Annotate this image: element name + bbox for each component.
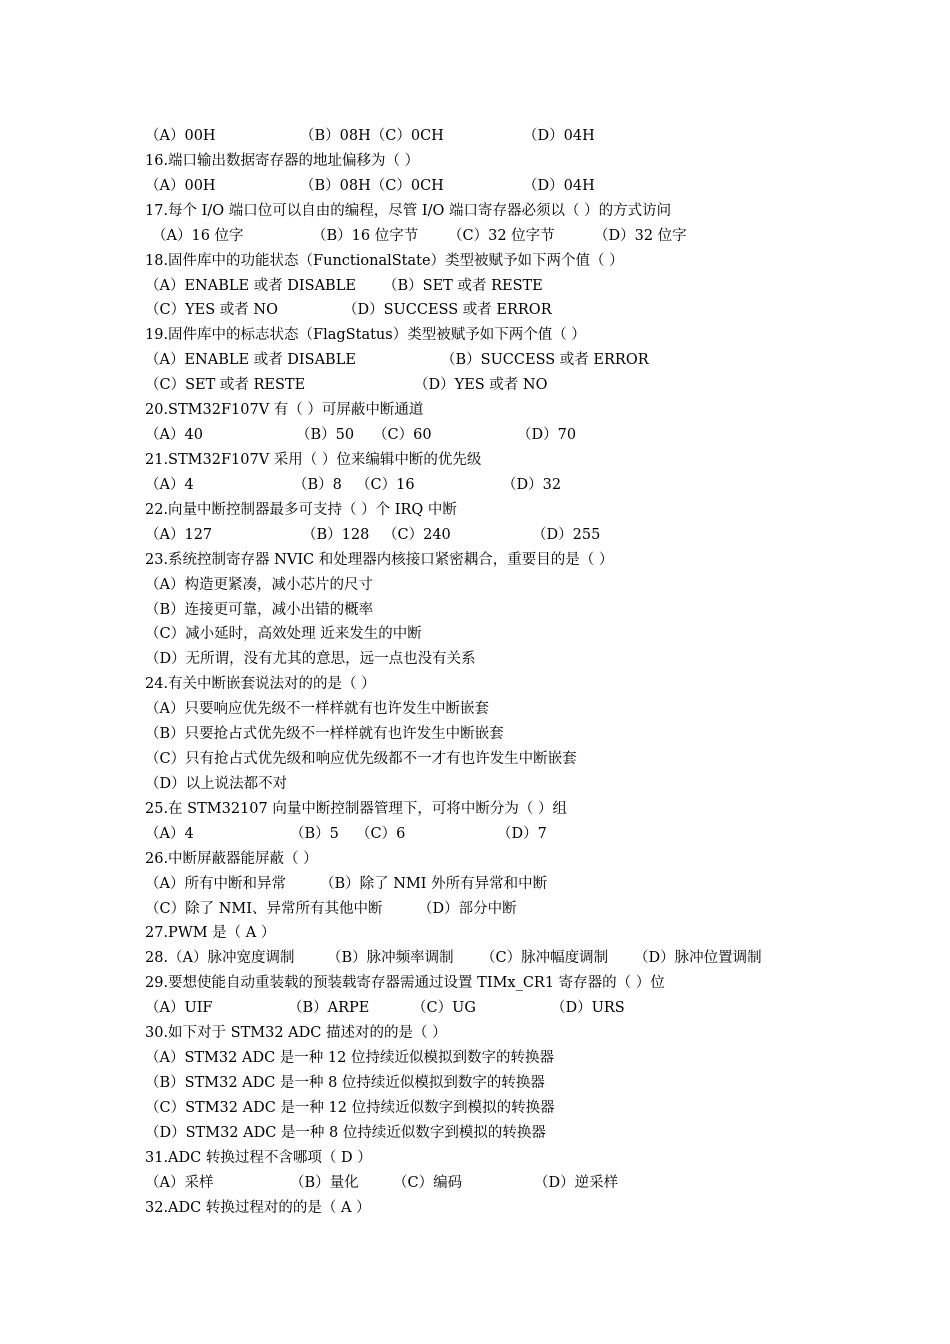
line-segment: （D）SUCCESS 或者 ERROR <box>343 302 552 319</box>
line-segment: （A）16 位字 <box>152 227 244 244</box>
line-segment: （D）URS <box>551 1000 625 1017</box>
line-segment: （B）08H（C）0CH <box>300 128 444 144</box>
line-segment: （D）32 <box>502 476 562 493</box>
line-segment: （B）16 位字节 <box>312 227 419 244</box>
line-segment: （D）32 位字 <box>594 227 687 244</box>
line-segment: 16.端口输出数据寄存器的地址偏移为（ ） <box>145 152 420 169</box>
line-segment: （D）脉冲位置调制 <box>634 950 762 967</box>
line-segment: （B）STM32 ADC 是一种 8 位持续近似模拟到数字的转换器 <box>145 1075 545 1091</box>
line-segment: （C）32 位字节 <box>448 227 555 244</box>
line-segment: 29.要想使能自动重装载的预装载寄存器需通过设置 TIMx_CR1 寄存器的（ ）位 <box>145 975 665 992</box>
line-segment: 23.系统控制寄存器 NVIC 和处理器内核接口紧密耦合，重要目的是（ ） <box>145 551 614 568</box>
line-segment: 26.中断屏蔽器能屏蔽（ ） <box>145 850 318 867</box>
line-segment: （A）4 <box>145 825 194 842</box>
line-segment: （D）无所谓，没有尤其的意思，远一点也没有关系 <box>145 651 476 668</box>
line-segment: （A）40 <box>145 427 203 443</box>
line-segment: （D）逆采样 <box>534 1174 619 1191</box>
line-segment: （A）00H <box>145 177 216 194</box>
line-segment: （C）减小延时，高效处理 近来发生的中断 <box>145 626 422 643</box>
line-segment: 30.如下对于 STM32 ADC 描述对的的是（ ） <box>145 1025 447 1042</box>
line-segment: （B）除了 NMI 外所有异常和中断 <box>320 875 548 892</box>
line-segment: （C）240 <box>383 526 451 543</box>
line-segment: （D）04H <box>523 177 595 194</box>
line-segment: 21.STM32F107V 采用（ ）位来编辑中断的优先级 <box>145 452 482 468</box>
line-segment: （D）70 <box>517 427 577 443</box>
line-segment: （C）UG <box>412 1000 476 1017</box>
line-segment: （B）5 <box>290 825 339 842</box>
line-segment: （C）编码 <box>393 1174 463 1191</box>
line-segment: （C）只有抢占式优先级和响应优先级都不一才有也许发生中断嵌套 <box>145 751 577 767</box>
line-segment: 24.有关中断嵌套说法对的的是（ ） <box>145 676 376 693</box>
line-segment: （C）脉冲幅度调制 <box>481 950 609 967</box>
line-segment: （D）部分中断 <box>418 900 517 917</box>
line-segment: （C）6 <box>356 825 406 842</box>
line-segment: （B）只要抢占式优先级不一样样就有也许发生中断嵌套 <box>145 726 504 743</box>
line-segment: 17.每个 I/O 端口位可以自由的编程，尽管 I/O 端口寄存器必须以（ ）的方式访问 <box>145 202 672 219</box>
line-segment: （B）SUCCESS 或者 ERROR <box>441 352 649 369</box>
line-segment: （B）8 <box>293 476 342 493</box>
line-segment: （D）以上说法都不对 <box>145 775 288 792</box>
line-segment: （D）255 <box>532 526 601 543</box>
line-segment: （A）采样 <box>145 1174 214 1191</box>
line-segment: （B）量化 <box>290 1174 359 1191</box>
line-segment: （B）08H（C）0CH <box>300 177 444 194</box>
line-segment: （C）YES 或者 NO <box>145 302 278 319</box>
line-segment: （C）STM32 ADC 是一种 12 位持续近似数字到模拟的转换器 <box>145 1099 555 1116</box>
line-segment: 27.PWM 是（ A ） <box>145 925 276 942</box>
line-segment: （B）脉冲频率调制 <box>327 950 454 967</box>
line-segment: 28.（A）脉冲宽度调制 <box>145 950 295 967</box>
line-segment: 20.STM32F107V 有（ ）可屏蔽中断通道 <box>145 402 424 419</box>
line-segment: （D）STM32 ADC 是一种 8 位持续近似数字到模拟的转换器 <box>145 1124 546 1141</box>
line-segment: （C）SET 或者 RESTE <box>145 377 306 394</box>
line-segment: （A）4 <box>145 476 194 493</box>
line-segment: （C）60 <box>373 427 432 443</box>
line-segment: 18.固件库中的功能状态（FunctionalState）类型被赋予如下两个值（ ） <box>145 252 624 269</box>
line-segment: （C）除了 NMI、异常所有其他中断 <box>145 900 383 917</box>
line-segment: （B）SET 或者 RESTE <box>383 277 543 294</box>
line-segment: （A）所有中断和异常 <box>145 875 286 892</box>
line-segment: （C）16 <box>356 476 415 493</box>
line-segment: （A）127 <box>145 526 213 543</box>
line-segment: 25.在 STM32107 向量中断控制器管理下，可将中断分为（ ）组 <box>145 800 567 817</box>
line-segment: （A）构造更紧凑，减小芯片的尺寸 <box>145 576 373 593</box>
line-segment: （B）连接更可靠，减小出错的概率 <box>145 601 374 618</box>
line-segment: （A）只要响应优先级不一样样就有也许发生中断嵌套 <box>145 701 489 718</box>
line-segment: （A）ENABLE 或者 DISABLE <box>145 277 356 294</box>
line-segment: （B）128 <box>302 526 370 543</box>
line-segment: （A）STM32 ADC 是一种 12 位持续近似模拟到数字的转换器 <box>145 1050 554 1066</box>
line-segment: 32.ADC 转换过程对的的是（ A ） <box>145 1199 371 1216</box>
line-segment: 31.ADC 转换过程不含哪项（ D ） <box>145 1149 372 1166</box>
line-segment: （D）YES 或者 NO <box>414 377 548 394</box>
line-segment: （B）ARPE <box>288 1000 370 1017</box>
line-segment: （D）04H <box>523 128 595 144</box>
line-segment: （A）00H <box>145 128 216 144</box>
line-segment: （B）50 <box>296 427 355 443</box>
line-segment: （A）ENABLE 或者 DISABLE <box>145 352 356 369</box>
line-segment: 22.向量中断控制器最多可支持（ ）个 IRQ 中断 <box>145 501 457 518</box>
line-segment: 19.固件库中的标志状态（FlagStatus）类型被赋予如下两个值（ ） <box>145 327 586 344</box>
line-segment: （A）UIF <box>145 1000 213 1017</box>
line-segment: （D）7 <box>497 825 547 842</box>
